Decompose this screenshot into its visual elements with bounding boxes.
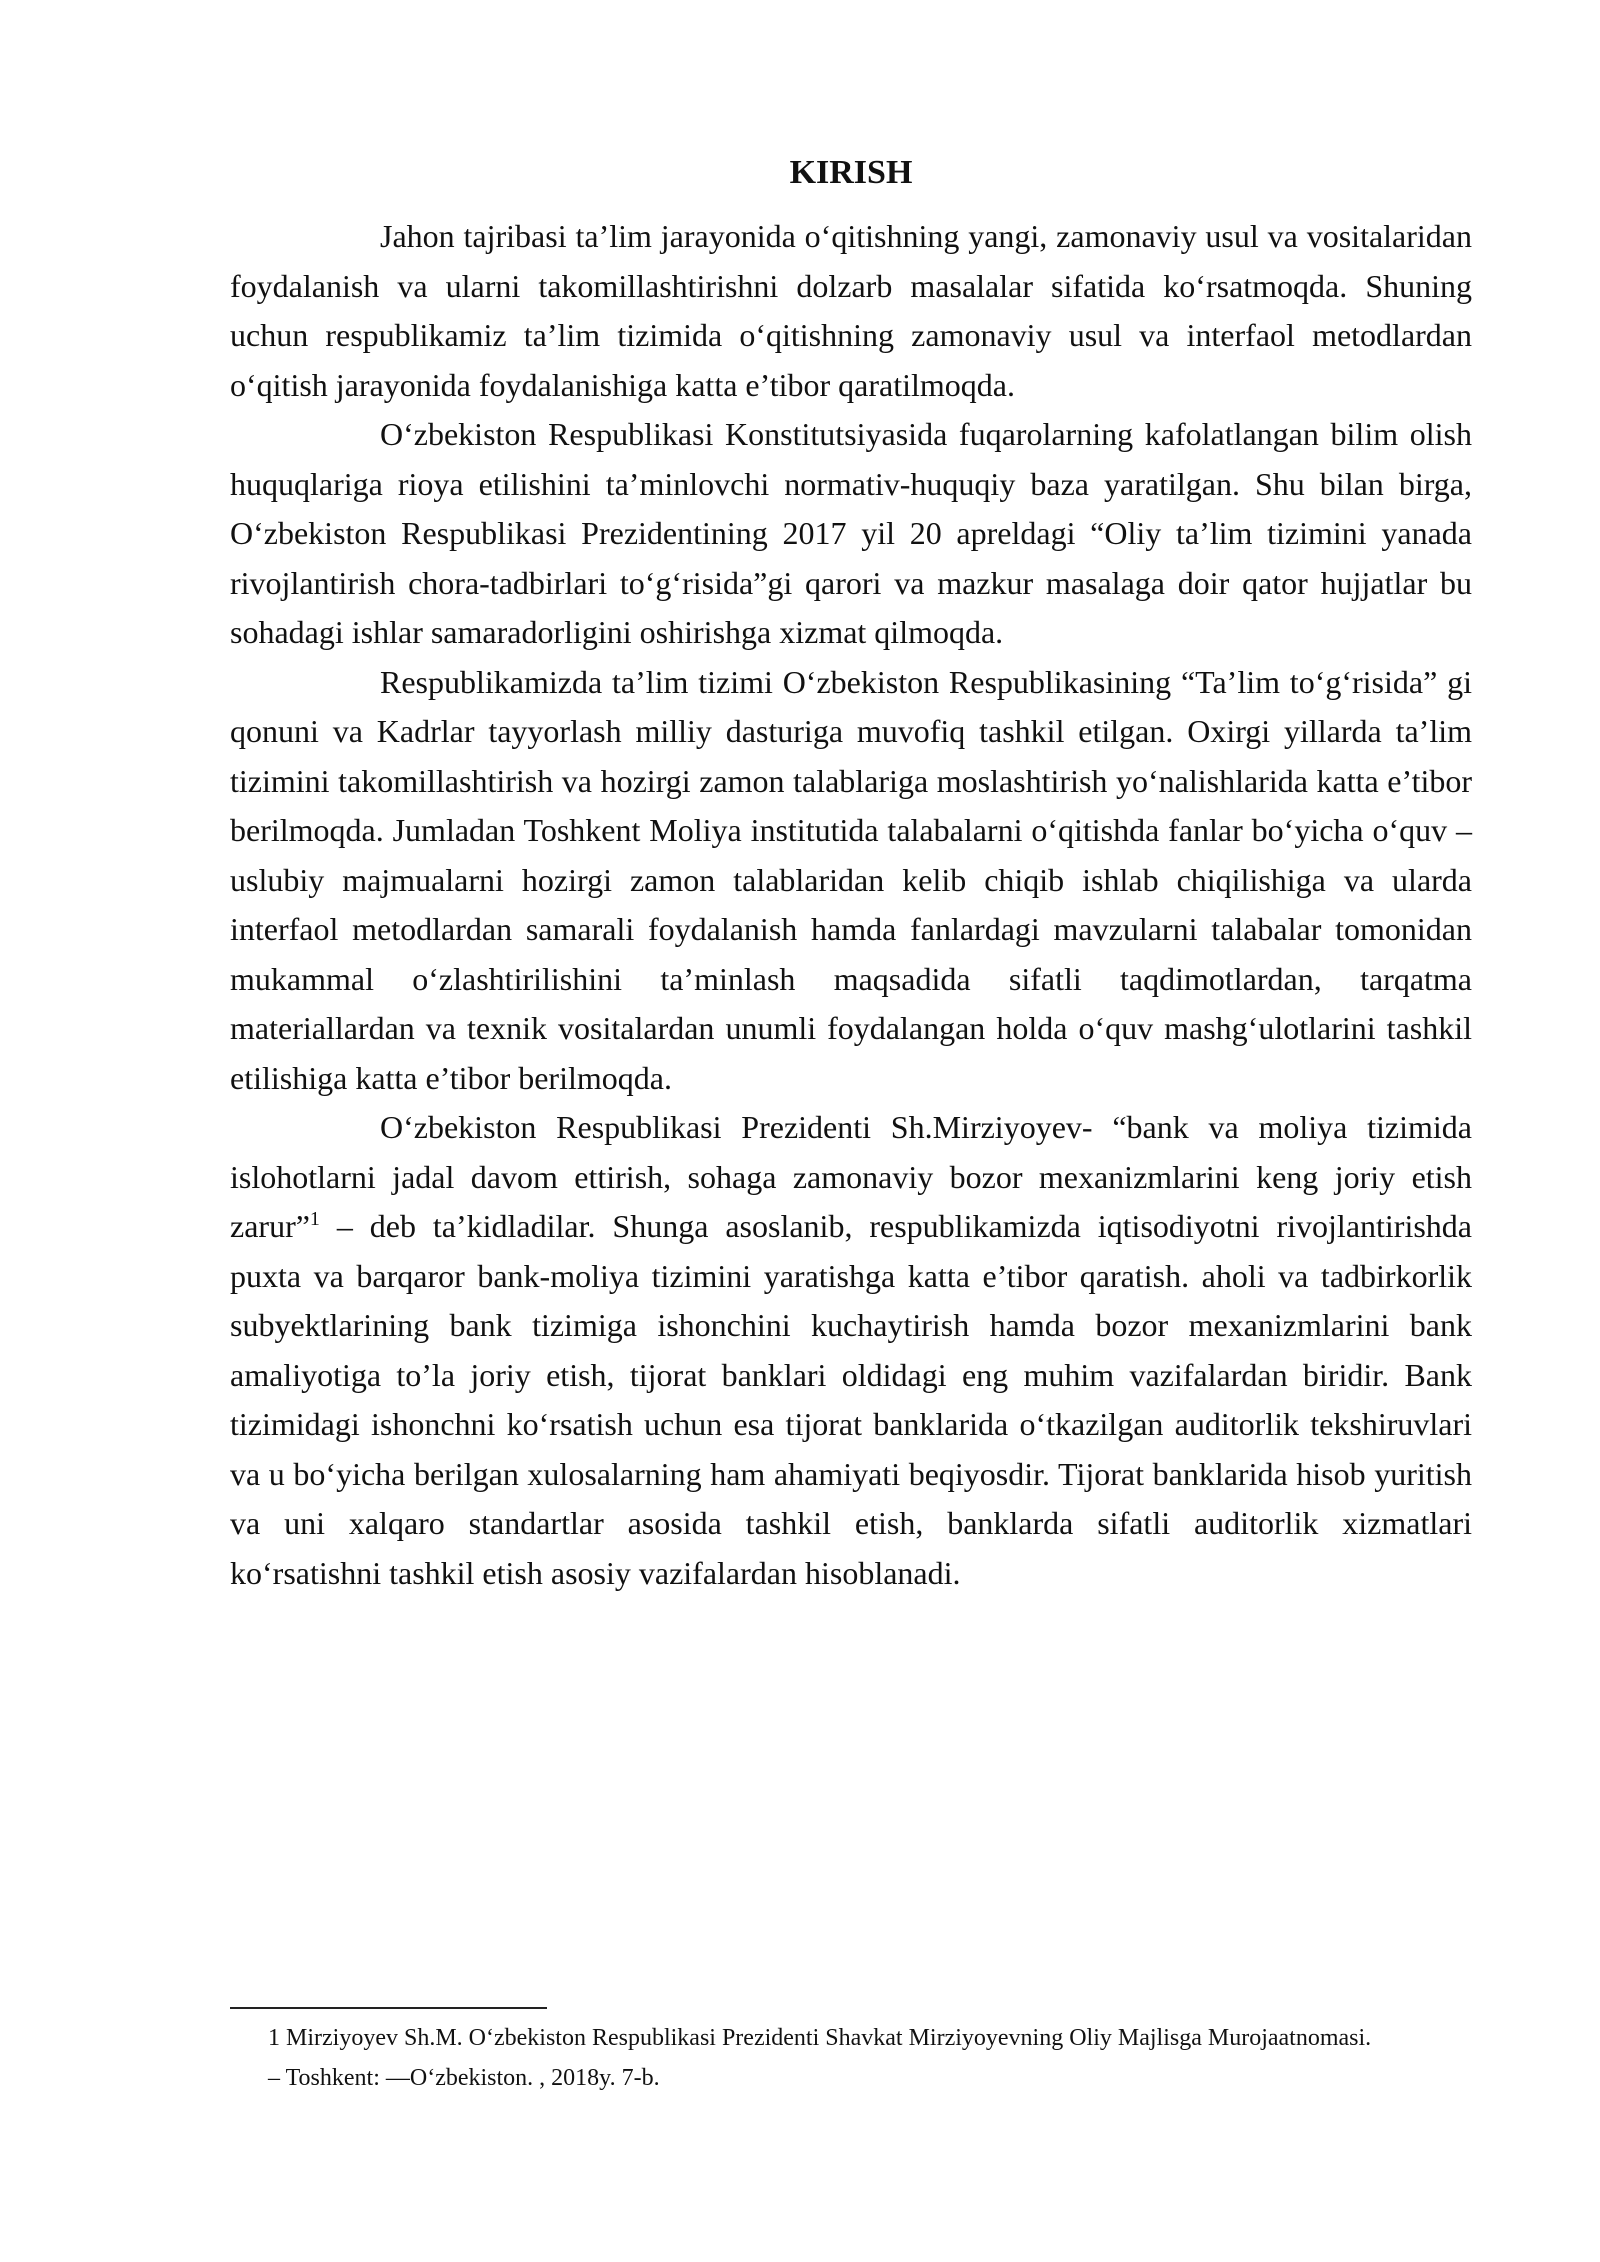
page-title: KIRISH [789, 154, 913, 191]
footnote-line-1: 1 Mirziyoyev Sh.M. O‘zbekiston Respublikasi Prezidenti Shavkat Mirziyoyevning Oliy Majlisga Murojaatnomasi. [268, 2025, 1372, 2051]
page-content [230, 148, 1472, 1598]
paragraph-2: O‘zbekiston Respublikasi Konstitutsiyasida fuqarolarning kafolatlangan bilim olish huquqlariga rioya etilishini ta’minlovchi normativ-huquqiy baza yaratilgan. Shu bilan birga, O‘zbekiston Respublikasi Prezidentining 2017 yil 20 apreldagi “Oliy ta’lim tizimini yanada rivojlantirish chora-tadbirlari to‘g‘risida”gi qarori va mazkur masalaga doir qator hujjatlar bu sohadagi ishlar samaradorligini oshirishga xizmat qilmoqda. [230, 416, 1472, 650]
paragraph-3: Respublikamizda ta’lim tizimi O‘zbekiston Respublikasining “Ta’lim to‘g‘risida” gi qonuni va Kadrlar tayyorlash milliy dasturiga muvofiq tashkil etilgan. Oxirgi yillarda ta’lim tizimini takomillashtirish va hozirgi zamon talablariga moslashtirish yo‘nalishlarida katta e’tibor berilmoqda. Jumladan Toshkent Moliya institutida talabalarni o‘qitishda fanlar bo‘yicha o‘quv – uslubiy majmualarni hozirgi zamon talablaridan kelib chiqib ishlab chiqilishiga va ularda interfaol metodlardan samarali foydalanish hamda fanlardagi mavzularni talabalar tomonidan mukammal o‘zlashtirilishini ta’minlash maqsadida sifatli taqdimotlardan, tarqatma materiallardan va texnik vositalardan unumli foydalangan holda o‘quv mashg‘ulotlarini tashkil etilishiga katta e’tibor berilmoqda. [230, 663, 1472, 1096]
footnote-line-2: – Toshkent: ―O‘zbekiston. , 2018y. 7-b. [268, 2065, 660, 2091]
footnote-reference[interactable]: 1 [309, 1208, 320, 1230]
paragraph-4-text-after: – deb ta’kidladilar. Shunga asoslanib, respublikamizda iqtisodiyotni rivojlantirishda puxta va barqaror bank-moliya tizimini yaratishga katta e’tibor qaratish. aholi va tadbirkorlik subyektlarining bank tizimiga ishonchini kuchaytirish hamda bozor mexanizmlarini bank amaliyotiga to’la joriy etish, tijorat banklari oldidagi eng muhim vazifalardan biridir. Bank tizimidagi ishonchni ko‘rsatish uchun esa tijorat banklarida o‘tkazilgan auditorlik tekshiruvlari va u bo‘yicha berilgan xulosalarning ham ahamiyati beqiyosdir. Tijorat banklarida hisob yuritish va uni xalqaro standartlar asosida tashkil etish, banklarda sifatli auditorlik xizmatlari ko‘rsatishni tashkil etish asosiy vazifalardan hisoblanadi. [230, 1208, 1472, 1591]
paragraph-4-text-before: O‘zbekiston Respublikasi Prezidenti Sh.Mirziyoyev- “bank va moliya tizimida islohotlarni jadal davom ettirish, sohaga zamonaviy bozor mexanizmlarini keng joriy etish zarur” [230, 1109, 1472, 1244]
paragraph-1: Jahon tajribasi ta’lim jarayonida o‘qitishning yangi, zamonaviy usul va vositalaridan foydalanish va ularni takomillashtirishni dolzarb masalalar sifatida ko‘rsatmoqda. Shuning uchun respublikamiz ta’lim tizimida o‘qitishning zamonaviy usul va interfaol metodlardan o‘qitish jarayonida foydalanishiga katta e’tibor qaratilmoqda. [230, 218, 1472, 403]
footnote [268, 2018, 1518, 2098]
footnote-separator [230, 2007, 547, 2009]
paragraph-4 [230, 1103, 1472, 1598]
